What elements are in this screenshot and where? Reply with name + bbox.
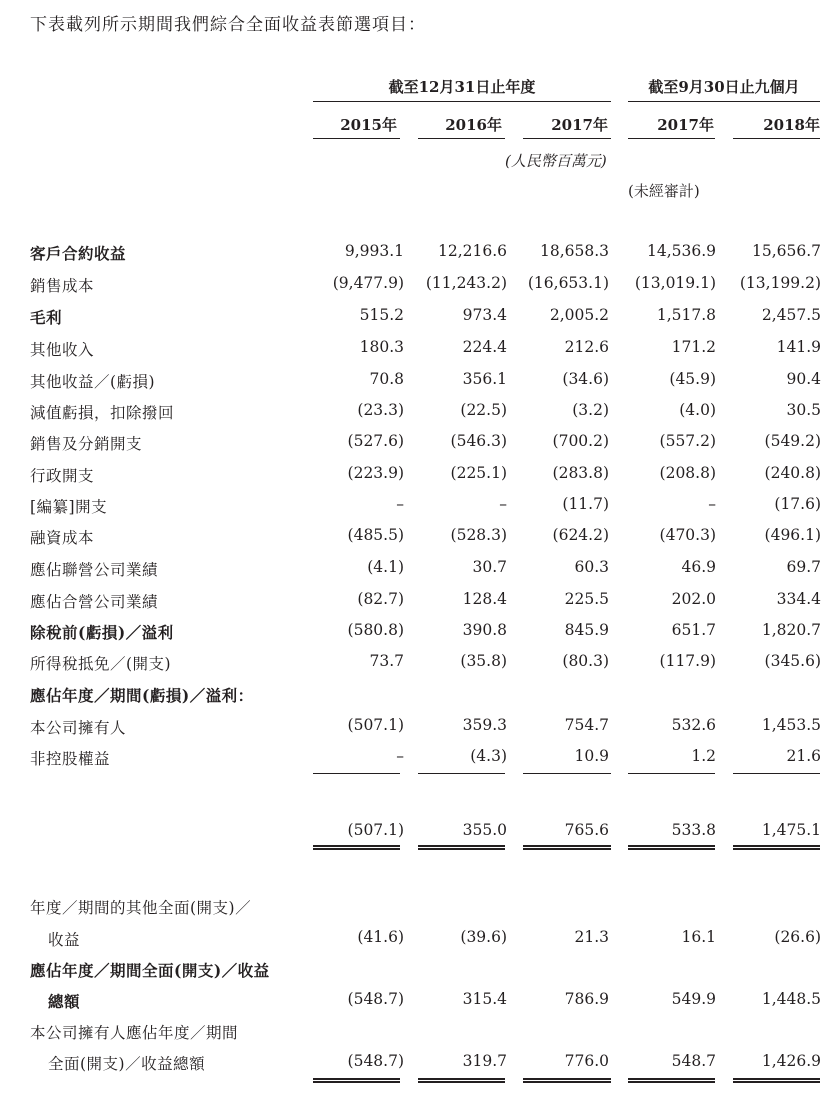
statement-row bbox=[0, 617, 840, 649]
statement-row bbox=[0, 680, 840, 712]
statement-row bbox=[0, 238, 840, 270]
row-label: 其他收益／(虧損) bbox=[30, 373, 156, 391]
owners-label-row bbox=[0, 1017, 840, 1049]
value-cell: 2,005.2 bbox=[549, 306, 609, 324]
value-cell: 73.7 bbox=[369, 652, 404, 670]
value-cell: 765.6 bbox=[564, 821, 609, 839]
double-rule bbox=[628, 1078, 715, 1083]
value-cell: (34.6) bbox=[562, 370, 609, 388]
double-rule bbox=[313, 1078, 400, 1083]
statement-row bbox=[0, 334, 840, 366]
tci-label-row bbox=[0, 955, 840, 987]
value-cell: 18,658.3 bbox=[539, 242, 609, 260]
value-cell: 171.2 bbox=[671, 338, 716, 356]
value-cell: (549.2) bbox=[764, 432, 821, 450]
value-cell: (485.5) bbox=[347, 526, 404, 544]
value-cell: 9,993.1 bbox=[344, 242, 404, 260]
value-cell: 359.3 bbox=[462, 716, 507, 734]
value-cell: (240.8) bbox=[764, 464, 821, 482]
value-cell: 1,426.9 bbox=[761, 1052, 821, 1070]
row-label: 除稅前(虧損)／溢利 bbox=[30, 623, 174, 642]
row-label: [編纂]開支 bbox=[30, 498, 108, 516]
value-cell: (548.7) bbox=[347, 1052, 404, 1070]
value-cell: (13,199.2) bbox=[739, 274, 821, 292]
row-label: 總額 bbox=[48, 992, 81, 1011]
value-cell: 12,216.6 bbox=[437, 242, 507, 260]
value-cell: (80.3) bbox=[562, 652, 609, 670]
statement-row bbox=[0, 554, 840, 586]
statement-row bbox=[0, 302, 840, 334]
value-cell: 973.4 bbox=[462, 306, 507, 324]
value-cell: 1,820.7 bbox=[761, 621, 821, 639]
year-2016-header: 2016年 bbox=[445, 116, 502, 134]
value-cell: (283.8) bbox=[552, 464, 609, 482]
value-cell: 315.4 bbox=[462, 990, 507, 1008]
statement-row bbox=[0, 712, 840, 744]
statement-row bbox=[0, 491, 840, 523]
value-cell: 356.1 bbox=[462, 370, 507, 388]
header-rule bbox=[628, 101, 820, 102]
value-cell: (4.1) bbox=[367, 558, 404, 576]
value-cell: 212.6 bbox=[564, 338, 609, 356]
value-cell: (3.2) bbox=[572, 401, 609, 419]
value-cell: (41.6) bbox=[357, 928, 404, 946]
statement-row bbox=[0, 522, 840, 554]
intro-text: 下表載列所示期間我們綜合全面收益表節選項目： bbox=[30, 15, 426, 35]
row-label: 應佔年度／期間(虧損)／溢利： bbox=[30, 686, 254, 705]
statement-row bbox=[0, 366, 840, 398]
value-cell: (11.7) bbox=[562, 495, 609, 513]
year-rule bbox=[418, 138, 505, 139]
row-label: 收益 bbox=[48, 931, 81, 949]
row-label: 應佔年度／期間全面(開支)／收益 bbox=[30, 961, 270, 980]
value-cell: (39.6) bbox=[460, 928, 507, 946]
subtotal-rule bbox=[313, 773, 400, 774]
value-cell: 30.5 bbox=[786, 401, 821, 419]
value-cell: 225.5 bbox=[564, 590, 609, 608]
value-cell: (9,477.9) bbox=[332, 274, 404, 292]
double-rule bbox=[418, 1078, 505, 1083]
value-cell: 21.3 bbox=[574, 928, 609, 946]
year-2017-nine-months-header: 2017年 bbox=[657, 116, 714, 134]
year-rule bbox=[733, 138, 820, 139]
value-cell: (225.1) bbox=[450, 464, 507, 482]
double-rule bbox=[733, 845, 820, 850]
value-cell: 30.7 bbox=[472, 558, 507, 576]
value-cell: 355.0 bbox=[462, 821, 507, 839]
row-label: 減值虧損，扣除撥回 bbox=[30, 404, 175, 422]
value-cell: 224.4 bbox=[462, 338, 507, 356]
oci-label-row bbox=[0, 892, 840, 924]
value-cell: 651.7 bbox=[671, 621, 716, 639]
row-label: 行政開支 bbox=[30, 467, 95, 485]
subtotal-rule bbox=[733, 773, 820, 774]
value-cell: – bbox=[396, 747, 404, 765]
value-cell: (35.8) bbox=[460, 652, 507, 670]
value-cell: 141.9 bbox=[776, 338, 821, 356]
value-cell: 533.8 bbox=[671, 821, 716, 839]
value-cell: 70.8 bbox=[369, 370, 404, 388]
value-cell: (507.1) bbox=[347, 821, 404, 839]
row-label: 所得稅抵免／(開支) bbox=[30, 655, 172, 673]
value-cell: 202.0 bbox=[671, 590, 716, 608]
unaudited-note: (未經審計) bbox=[628, 182, 700, 200]
double-rule bbox=[523, 1078, 611, 1083]
value-cell: 69.7 bbox=[786, 558, 821, 576]
value-cell: 90.4 bbox=[786, 370, 821, 388]
year-rule bbox=[523, 138, 611, 139]
value-cell: (507.1) bbox=[347, 716, 404, 734]
value-cell: (26.6) bbox=[774, 928, 821, 946]
value-cell: (700.2) bbox=[552, 432, 609, 450]
double-rule bbox=[733, 1078, 820, 1083]
statement-row bbox=[0, 586, 840, 618]
value-cell: – bbox=[396, 495, 404, 513]
value-cell: 21.6 bbox=[786, 747, 821, 765]
statement-row bbox=[0, 428, 840, 460]
row-label: 融資成本 bbox=[30, 529, 95, 547]
oci-row bbox=[0, 924, 840, 956]
header-group-year: 截至12月31日止年度 bbox=[388, 78, 536, 96]
value-cell: (470.3) bbox=[659, 526, 716, 544]
value-cell: 10.9 bbox=[574, 747, 609, 765]
year-2015-header: 2015年 bbox=[340, 116, 397, 134]
value-cell: (557.2) bbox=[659, 432, 716, 450]
statement-row bbox=[0, 397, 840, 429]
row-label: 非控股權益 bbox=[30, 750, 111, 768]
row-label: 年度／期間的其他全面(開支)／ bbox=[30, 899, 252, 917]
tci-row bbox=[0, 986, 840, 1018]
value-cell: (624.2) bbox=[552, 526, 609, 544]
statement-row bbox=[0, 460, 840, 492]
value-cell: (17.6) bbox=[774, 495, 821, 513]
header-group-nine-months: 截至9月30日止九個月 bbox=[648, 78, 800, 96]
year-rule bbox=[313, 138, 400, 139]
value-cell: (546.3) bbox=[450, 432, 507, 450]
value-cell: 16.1 bbox=[681, 928, 716, 946]
currency-unit: (人民幣百萬元) bbox=[505, 152, 607, 170]
value-cell: (82.7) bbox=[357, 590, 404, 608]
value-cell: 845.9 bbox=[564, 621, 609, 639]
row-label: 其他收入 bbox=[30, 341, 95, 359]
value-cell: (4.3) bbox=[470, 747, 507, 765]
row-label: 應佔聯營公司業績 bbox=[30, 561, 159, 579]
value-cell: (45.9) bbox=[669, 370, 716, 388]
value-cell: 1,453.5 bbox=[761, 716, 821, 734]
value-cell: (548.7) bbox=[347, 990, 404, 1008]
value-cell: 786.9 bbox=[564, 990, 609, 1008]
value-cell: (580.8) bbox=[347, 621, 404, 639]
row-label: 本公司擁有人 bbox=[30, 719, 127, 737]
value-cell: (208.8) bbox=[659, 464, 716, 482]
year-rule bbox=[628, 138, 715, 139]
row-label: 銷售成本 bbox=[30, 277, 95, 295]
double-rule bbox=[418, 845, 505, 850]
value-cell: – bbox=[499, 495, 507, 513]
value-cell: 14,536.9 bbox=[646, 242, 716, 260]
value-cell: 46.9 bbox=[681, 558, 716, 576]
value-cell: 15,656.7 bbox=[751, 242, 821, 260]
owners-row bbox=[0, 1048, 840, 1080]
value-cell: 180.3 bbox=[359, 338, 404, 356]
row-label: 銷售及分銷開支 bbox=[30, 435, 143, 453]
row-label: 客戶合約收益 bbox=[30, 244, 127, 263]
value-cell: (496.1) bbox=[764, 526, 821, 544]
value-cell: 334.4 bbox=[776, 590, 821, 608]
value-cell: 532.6 bbox=[671, 716, 716, 734]
value-cell: – bbox=[708, 495, 716, 513]
subtotal-rule bbox=[523, 773, 611, 774]
value-cell: 515.2 bbox=[359, 306, 404, 324]
value-cell: (22.5) bbox=[460, 401, 507, 419]
value-cell: 60.3 bbox=[574, 558, 609, 576]
value-cell: (527.6) bbox=[347, 432, 404, 450]
double-rule bbox=[628, 845, 715, 850]
value-cell: 128.4 bbox=[462, 590, 507, 608]
value-cell: (16,653.1) bbox=[527, 274, 609, 292]
value-cell: 754.7 bbox=[564, 716, 609, 734]
year-2017-header: 2017年 bbox=[551, 116, 608, 134]
value-cell: (117.9) bbox=[659, 652, 716, 670]
value-cell: (4.0) bbox=[679, 401, 716, 419]
row-label: 毛利 bbox=[30, 308, 63, 327]
statement-row bbox=[0, 743, 840, 775]
year-2018-nine-months-header: 2018年 bbox=[763, 116, 820, 134]
value-cell: 1,448.5 bbox=[761, 990, 821, 1008]
double-rule bbox=[313, 845, 400, 850]
value-cell: 776.0 bbox=[564, 1052, 609, 1070]
value-cell: (223.9) bbox=[347, 464, 404, 482]
subtotal-rule bbox=[628, 773, 715, 774]
statement-row bbox=[0, 648, 840, 680]
value-cell: (345.6) bbox=[764, 652, 821, 670]
value-cell: (11,243.2) bbox=[425, 274, 507, 292]
statement-row bbox=[0, 270, 840, 302]
row-label: 應佔合營公司業績 bbox=[30, 593, 159, 611]
value-cell: (23.3) bbox=[357, 401, 404, 419]
subtotal-rule bbox=[418, 773, 505, 774]
value-cell: (13,019.1) bbox=[634, 274, 716, 292]
row-label: 本公司擁有人應佔年度／期間 bbox=[30, 1024, 239, 1042]
row-label: 全面(開支)／收益總額 bbox=[48, 1055, 206, 1073]
value-cell: 1,475.1 bbox=[761, 821, 821, 839]
value-cell: 549.9 bbox=[671, 990, 716, 1008]
value-cell: 2,457.5 bbox=[761, 306, 821, 324]
double-rule bbox=[523, 845, 611, 850]
header-rule bbox=[313, 101, 611, 102]
value-cell: (528.3) bbox=[450, 526, 507, 544]
value-cell: 319.7 bbox=[462, 1052, 507, 1070]
value-cell: 1,517.8 bbox=[656, 306, 716, 324]
value-cell: 1.2 bbox=[691, 747, 716, 765]
value-cell: 548.7 bbox=[671, 1052, 716, 1070]
value-cell: 390.8 bbox=[462, 621, 507, 639]
